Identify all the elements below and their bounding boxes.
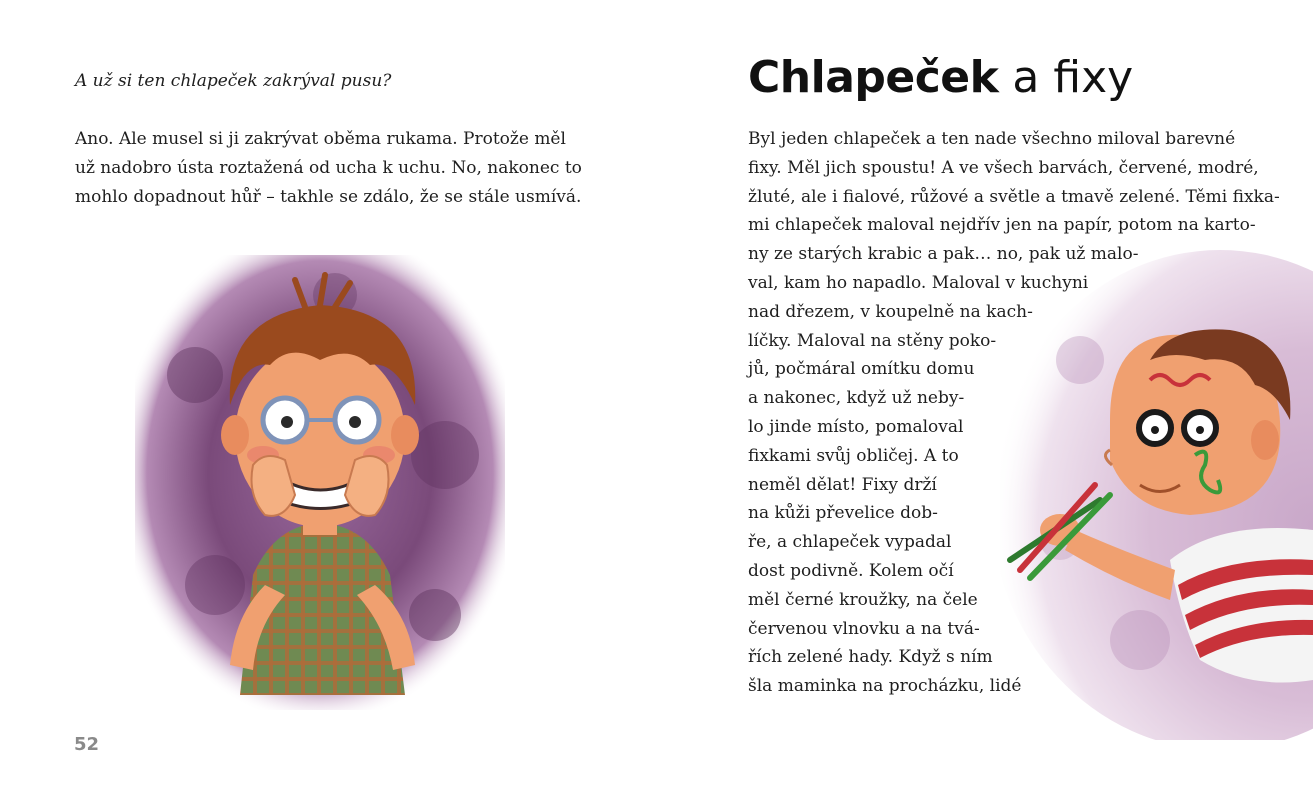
story-line: řích zelené hady. Když s ním bbox=[748, 647, 993, 668]
story-line: ny ze starých krabic a pak… no, pak už malo- bbox=[748, 244, 1139, 265]
story-line: lo jinde místo, pomaloval bbox=[748, 416, 964, 437]
boy-covering-mouth-illustration bbox=[135, 255, 505, 710]
chapter-title-bold: Chlapeček bbox=[748, 52, 999, 103]
story-line: dost podivně. Kolem očí bbox=[748, 560, 954, 581]
left-page bbox=[0, 0, 656, 800]
story-line: měl černé kroužky, na čele bbox=[748, 589, 978, 610]
story-line: nad dřezem, v koupelně na kach- bbox=[748, 301, 1033, 322]
story-line: fixkami svůj obličej. A to bbox=[748, 445, 959, 466]
story-line: jů, počmáral omítku domu bbox=[748, 359, 975, 380]
answer-line: už nadobro ústa roztažená od ucha k uchu. No, nakonec to bbox=[75, 157, 582, 178]
answer-line: mohlo dopadnout hůř – takhle se zdálo, že se stále usmívá. bbox=[75, 186, 582, 207]
answer-paragraph bbox=[75, 125, 595, 211]
answer-line: Ano. Ale musel si ji zakrývat oběma rukama. Protože měl bbox=[75, 129, 566, 149]
story-line: žluté, ale i fialové, růžové a světle a tmavě zelené. Těmi fixka- bbox=[748, 186, 1280, 207]
story-line: ře, a chlapeček vypadal bbox=[748, 532, 952, 553]
story-line: a nakonec, když už neby- bbox=[748, 388, 965, 409]
boy-with-markers-illustration bbox=[1000, 240, 1313, 740]
chapter-title bbox=[748, 48, 1133, 108]
story-line: červenou vlnovku a na tvá- bbox=[748, 618, 980, 639]
story-line: Byl jeden chlapeček a ten nade všechno miloval barevné bbox=[748, 129, 1236, 149]
story-line: val, kam ho napadlo. Maloval v kuchyni bbox=[748, 272, 1089, 293]
chapter-title-rest: a fixy bbox=[1012, 52, 1134, 103]
page-number: 52 bbox=[74, 734, 100, 755]
question-text: A už si ten chlapeček zakrýval pusu? bbox=[75, 71, 392, 91]
story-line: neměl dělat! Fixy drží bbox=[748, 474, 937, 495]
story-line: šla maminka na procházku, lidé bbox=[748, 676, 1022, 697]
story-line: na kůži převelice dob- bbox=[748, 503, 938, 524]
story-line: líčky. Maloval na stěny poko- bbox=[748, 330, 997, 351]
story-line: fixy. Měl jich spoustu! A ve všech barvách, červené, modré, bbox=[748, 157, 1259, 178]
story-line: mi chlapeček maloval nejdřív jen na papír, potom na karto- bbox=[748, 215, 1256, 236]
